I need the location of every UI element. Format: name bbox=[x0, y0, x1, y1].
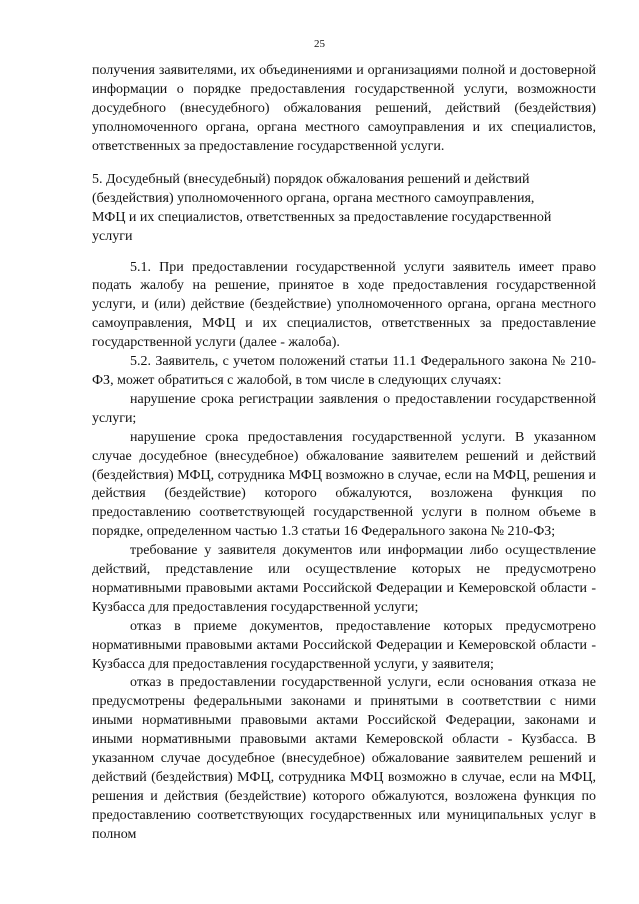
page-content bbox=[92, 62, 596, 845]
paragraph-5-2: 5.2. Заявитель, с учетом положений статьи 11.1 Федерального закона № 210-ФЗ, может обратиться с жалобой, в том числе в следующих случаях: bbox=[92, 354, 596, 388]
section-title-line: 5. Досудебный (внесудебный) порядок обжалования решений и действий bbox=[92, 171, 530, 187]
page-number: 25 bbox=[314, 38, 325, 50]
intro-paragraph: получения заявителями, их объединениями и организациями полной и достоверной информации о порядке предоставления государственной услуги, возможности досудебного (внесудебного) обжалования решений, действий (бездействия) уполномоченного органа, органа местного самоуправления и их специалистов, ответственных за предоставление государственной услуги. bbox=[92, 63, 596, 154]
list-item: нарушение срока предоставления государственной услуги. В указанном случае досудебное (внесудебное) обжалование заявителем решений и действий (бездействия) МФЦ, сотрудника МФЦ возможно в случае, если на МФЦ, решения и действия (бездействие) которого обжалуются, возложена функция по предоставлению соответствующей государственной услуги в полном объеме в порядке, определенном частью 1.3 статьи 16 Федерального закона № 210-ФЗ; bbox=[92, 429, 596, 540]
section-title bbox=[92, 170, 596, 246]
list-item: нарушение срока регистрации заявления о предоставлении государственной услуги; bbox=[92, 391, 596, 426]
section-title-line: МФЦ и их специалистов, ответственных за предоставление государственной bbox=[92, 209, 552, 225]
list-item: отказ в предоставлении государственной услуги, если основания отказа не предусмотрены федеральными законами и принятыми в соответствии с ними иными нормативными правовыми актами Российской Федерации, законами и иными нормативными правовыми актами Кемеровской области - Кузбасса. В указанном случае досудебное (внесудебное) обжалование заявителем решений и действий (бездействия) МФЦ, сотрудника МФЦ возможно в случае, если на МФЦ, решения и действия (бездействие) которого обжалуются, возложена функция по предоставлению соответствующих государственных или муниципальных услуг в полном bbox=[92, 675, 596, 842]
paragraph-5-1: 5.1. При предоставлении государственной услуги заявитель имеет право подать жалобу на решение, принятое в ходе предоставления государственной услуги, и (или) действие (бездействие) уполномоченного органа, органа местного самоуправления, МФЦ и их специалистов, ответственных за предоставление государственной услуги (далее - жалоба). bbox=[92, 259, 596, 351]
section-title-line: (бездействия) уполномоченного органа, органа местного самоуправления, bbox=[92, 190, 535, 206]
section-title-line: услуги bbox=[92, 228, 133, 244]
list-item: отказ в приеме документов, предоставление которых предусмотрено нормативными правовыми актами Российской Федерации и Кемеровской области - Кузбасса для предоставления государственной услуги, у заявителя; bbox=[92, 618, 596, 672]
list-item: требование у заявителя документов или информации либо осуществление действий, представление или осуществление которых не предусмотрено нормативными правовыми актами Российской Федерации и Кемеровской области - Кузбасса для предоставления государственной услуги; bbox=[92, 543, 596, 615]
